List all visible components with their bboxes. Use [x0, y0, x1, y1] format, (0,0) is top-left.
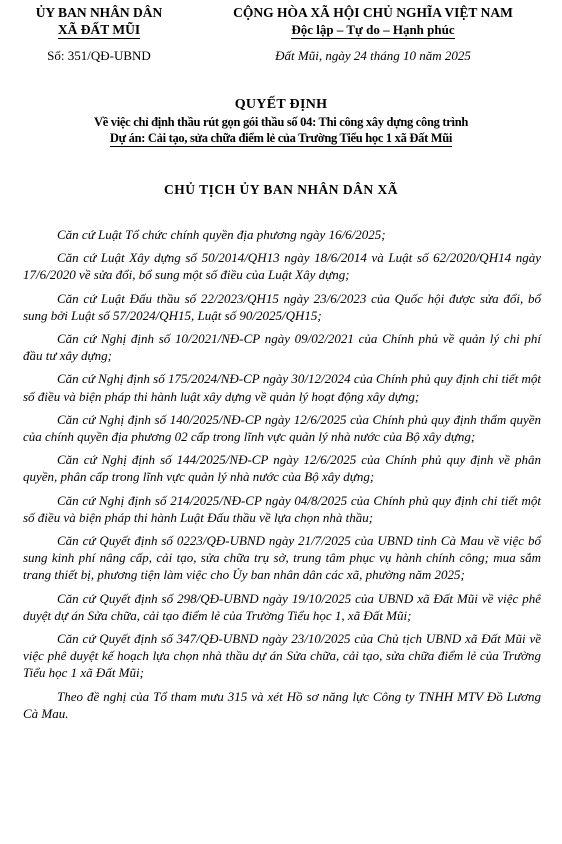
authority-name-line2: XÃ ĐẤT MŨI: [57, 22, 141, 37]
national-motto: Độc lập – Tự do – Hạnh phúc: [291, 22, 455, 37]
legal-basis-section: [23, 226, 541, 728]
authority-name-line1: ỦY BAN NHÂN DÂN: [35, 5, 163, 20]
legal-basis-paragraph: Căn cứ Nghị định số 144/2025/NĐ-CP ngày 12/6/2025 của Chính phủ quy định về phân quyền, phân cấp trong lĩnh vực quản lý nhà nước của Bộ xây dựng;: [23, 452, 541, 485]
issuing-authority-title: CHỦ TỊCH ỦY BAN NHÂN DÂN XÃ: [163, 182, 398, 197]
legal-basis-paragraph: Căn cứ Luật Đấu thầu số 22/2023/QH15 ngày 23/6/2023 của Quốc hội được sửa đổi, bổ sung bởi Luật số 57/2024/QH15, Luật số 90/2025/QH15;: [23, 290, 541, 323]
legal-basis-paragraph: Căn cứ Quyết định số 347/QĐ-UBND ngày 23/10/2025 của Chủ tịch UBND xã Đất Mũi về việc phê duyệt kế hoạch lựa chọn nhà thầu dự án Sửa chữa, cải tạo, sửa chữa điểm lẻ của Trường Tiểu học 1 xã Đất Mũi;: [23, 631, 541, 681]
decision-title: QUYẾT ĐỊNH: [234, 97, 328, 112]
legal-basis-paragraph: Căn cứ Quyết định số 0223/QĐ-UBND ngày 21/7/2025 của UBND tỉnh Cà Mau về việc bổ sung kinh phí nâng cấp, cải tạo, sửa chữa trụ sở, trung tâm phục vụ hành chính công; mua sắm trang thiết bị, phương tiện làm việc cho Ủy ban nhân dân các xã, phường năm 2025;: [23, 533, 541, 583]
decision-subject-line1: Về việc chỉ định thầu rút gọn gói thầu số 04: Thi công xây dựng công trình: [93, 115, 469, 129]
decision-subject-line2: Dự án: Cải tạo, sửa chữa điểm lẻ của Trường Tiểu học 1 xã Đất Mũi: [109, 131, 453, 145]
document-number: Số: 351/QĐ-UBND: [47, 48, 151, 63]
legal-basis-paragraph: Căn cứ Nghị định số 214/2025/NĐ-CP ngày 04/8/2025 của Chính phủ quy định chi tiết một số điều và biện pháp thi hành Luật Đấu thầu về lựa chọn nhà thầu;: [23, 492, 541, 525]
legal-basis-paragraph: Căn cứ Quyết định số 298/QĐ-UBND ngày 19/10/2025 của UBND xã Đất Mũi về việc phê duyệt dự án Sửa chữa, cải tạo điểm lẻ của Trường Tiểu học 1, xã Đất Mũi;: [23, 590, 541, 623]
issue-date: Đất Mũi, ngày 24 tháng 10 năm 2025: [275, 48, 471, 63]
legal-basis-paragraph: Căn cứ Nghị định số 140/2025/NĐ-CP ngày 12/6/2025 của Chính phủ quy định thẩm quyền của chính quyền địa phương 02 cấp trong lĩnh vực quản lý nhà nước của Bộ xây dựng;: [23, 411, 541, 445]
nation-name: CỘNG HÒA XÃ HỘI CHỦ NGHĨA VIỆT NAM: [233, 5, 513, 20]
issuing-authority-block: [24, 4, 174, 64]
legal-basis-paragraph: Căn cứ Luật Xây dựng số 50/2014/QH13 ngày 18/6/2014 và Luật số 62/2020/QH14 ngày 17/6/2020 về sửa đổi, bổ sung một số điều của Luật Xây dựng;: [23, 250, 541, 283]
national-header-block: [198, 4, 548, 64]
legal-basis-paragraph: Căn cứ Nghị định số 175/2024/NĐ-CP ngày 30/12/2024 của Chính phủ quy định chi tiết một số điều và biện pháp thi hành luật xây dựng về quản lý hoạt động xây dựng;: [23, 371, 541, 404]
legal-basis-paragraph: Căn cứ Nghị định số 10/2021/NĐ-CP ngày 09/02/2021 của Chính phủ về quản lý chi phí đầu tư xây dựng;: [23, 331, 541, 364]
legal-basis-paragraph: Theo đề nghị của Tổ tham mưu 315 và xét Hồ sơ năng lực Công ty TNHH MTV Đồ Lương Cà Mau.: [23, 688, 541, 721]
legal-basis-paragraph: Căn cứ Luật Tổ chức chính quyền địa phương ngày 16/6/2025;: [57, 227, 386, 242]
decision-title-block: [10, 96, 552, 147]
